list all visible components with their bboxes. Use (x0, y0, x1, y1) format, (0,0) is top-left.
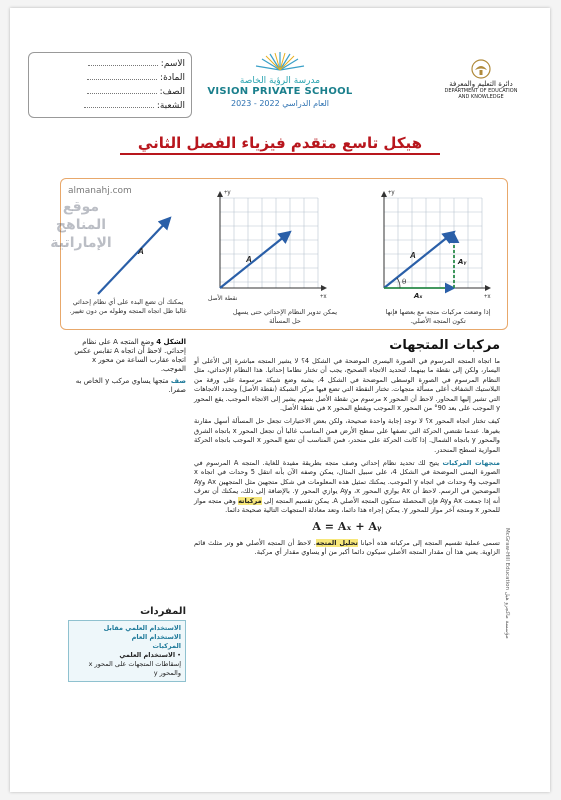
main-content (194, 338, 500, 561)
figure-grid-coordinates (206, 186, 336, 304)
vector-a-arrow (384, 232, 454, 288)
paragraph-3-subheading: متجهات المركبات (442, 459, 500, 468)
page-title: هيكل تاسع متقدم فيزياء الفصل الثاني (120, 134, 440, 155)
grade-label: الصف: (159, 87, 185, 97)
axis-x-label: +x (484, 294, 491, 300)
vocabulary-box (68, 606, 186, 682)
department-name-en-1: DEPARTMENT OF EDUCATION (444, 88, 518, 94)
paragraph-3 (194, 459, 500, 515)
side-task-text: متجها يساوي مركب y الخاص به صفرا. (75, 377, 186, 394)
name-input-line[interactable] (88, 65, 158, 66)
section-input-line[interactable] (84, 107, 154, 108)
origin-label: نقطة الأصل (208, 295, 238, 302)
subject-input-line[interactable] (87, 79, 157, 80)
student-info-fields (28, 52, 192, 118)
sunburst-logo-icon (250, 50, 310, 72)
vocabulary-subtitle: الاستخدام العلمي مقابل الاستخدام العام (103, 624, 181, 641)
side-note-text: وضع المتجه A على نظام إحداثي. لاحظ أن اتجاه A تقابس عكس اتجاه عقارب الساعة من محور x الموجب. (74, 338, 186, 373)
vocabulary-content (68, 620, 186, 682)
vector-equation: A = Aₓ + Aᵧ (312, 519, 382, 533)
school-logo (205, 50, 355, 108)
paragraph-3-end: وهي متجه مواز للمحور x ومتجه آخر مواز للمحور y. يمكن إجراء هذا دائما، وتعد معادلة المتجهات التالية صحيحة دائما. (194, 496, 500, 515)
figure-caption-2: يمكن تدوير النظام الإحداثي حتى يسهل حل المسألة (232, 308, 338, 325)
paragraph-4-end: . لاحظ أن المتجه الأصلي هو وتر مثلث قائم الزاوية. يعني هذا أن مقدار المتجه الأصلي سيكون دائما أكبر من أو يساوي مقدار أي مركبة. (194, 538, 500, 556)
school-name-ar: مدرسة الرؤية الخاصة (239, 76, 321, 86)
angle-arc (397, 278, 400, 288)
paragraph-3-text: يتيح لك تحديد نظام إحداثي وصف متجه بطريقة مفيدة للغاية. المتجه A المرسوم في الصورة اليمنى الموضحة في الشكل 4، على سبيل المثال، يمكن وصفه الآن بأنه انتقل 5 وحدات في اتجاه x الموجب و4 وحدات في اتجاه y الموجب. يمكنك تمثيل هذه المعلومات في شكل متجهين مثل المتجهين Ax وAy الموضحين في الرسم. لاحظ أن Ax يوازي المحور x، وAy يوازي المحور y. بالإضافة إلى ذلك، يمكنك أن تعرف أنه إذا جمعت Ax وAy فإن المحصلة ستكون المتجه الأصلي A. يمكن تقسيم المتجه إلى (194, 459, 501, 505)
paragraph-4-start: تسمى عملية تقسيم المتجه إلى مركباته هذه أحيانا (360, 538, 500, 547)
vector-ay-label: Aᵧ (458, 258, 467, 266)
school-name-en: VISION PRIVATE SCHOOL (207, 86, 353, 97)
academic-year: العام الدراسي 2022 - 2023 (230, 99, 329, 108)
watermark-arabic: موقع المناهج الإماراتية (50, 199, 112, 251)
subject-label: المادة: (160, 73, 185, 83)
vector-a-arrow (220, 232, 290, 288)
department-name-ar: دائرة التعليم والمعرفة (449, 80, 513, 88)
vocabulary-item-text: إسقاطات المتجهات على المحور x والمحور y (88, 660, 181, 677)
section-label: الشعبة: (156, 101, 185, 111)
figure-plain-vector (80, 194, 190, 304)
document-page (10, 8, 550, 792)
side-task-label: صف (170, 377, 186, 385)
department-name-en-2: AND KNOWLEDGE (458, 94, 504, 100)
watermark-site: almanahj.com (68, 186, 132, 196)
figure-caption-1: يمكنك أن تضع البدء على أي نظام إحداثي غالبا ظل اتجاه المتجه وطوله من دون تغيير. (69, 298, 187, 315)
vocabulary-title: المفردات (140, 606, 186, 617)
vocabulary-item-heading: الاستخدام العلمي (119, 651, 176, 659)
grade-input-line[interactable] (87, 93, 157, 94)
figure-ref: الشكل 4 (156, 338, 186, 346)
vector-ax-label: Aₓ (414, 292, 423, 300)
vocabulary-item-label: • الاستخدام العلمي (119, 651, 181, 659)
section-heading: مركبات المتجهات (389, 338, 500, 353)
axis-x-label: +x (320, 294, 327, 300)
figure-side-note (66, 338, 186, 395)
vocabulary-term: المركبات (152, 642, 181, 650)
axis-y-label: +y (224, 190, 231, 196)
theta-label: θ (402, 278, 407, 286)
vector-a-label: A (246, 255, 252, 264)
vector-a-label: A (138, 247, 144, 256)
emblem-icon (470, 58, 492, 80)
paragraph-2: كيف تختار اتجاه المحور x؟ لا توجد إجابة واحدة صحيحة، ولكن بعض الاختيارات تجعل حل المسألة أسهل مقارنة بغيرها. عندما تقتضي الحركة التي تصفها على سطح الأرض فمن المناسب غالبا أن تجعل المحور x باتجاه الشرق والمحور y باتجاه الشمال. إذا كانت الحركة على منحدر، فمن المناسب أن تضع المحور x الموجب باتجاه الحركة الموازية لسطح المنحدر. (194, 417, 500, 454)
highlight-components: مركباته (238, 496, 262, 505)
publisher-credit: McGraw-Hill Education مؤسسة ماكجرو هيل (504, 528, 510, 639)
axis-y-label: +y (388, 190, 395, 196)
vector-a-label: A (410, 251, 416, 260)
paragraph-1: ما اتجاه المتجه المرسوم في الصورة اليسرى الموضحة في الشكل 4؟ لا يشير المتجه مباشرة إلى الأعلى أو اليسار، ولكن إلى نقطة ما بينهما. لتحديد الاتجاه الصحيح، يجب أن تختار نظاما إحداثيا. هذا النظام الإحداثي، مثل النظام المرسوم في الصورة الوسطى الموضحة في الشكل 4، يشبه وضع شبكة مرسومة على ورقة من البلاستيك الشفاف أعلى مسألة متجهات. تختار النقطة التي تضع فيها مركز الشبكة (نقطة الأصل) وتحدد الاتجاهات التي تشير إليها المحاور. لاحظ أن المحور x مرسوم من نقطة الأصل بسهم يشير إلى الاتجاه الموجب. يقع المحور y الموجب على بعد 90° من المحور x الموجب ويقطع المحور x في نقطة الأصل. (194, 357, 501, 413)
highlight-vector-resolution: تحليل المتجه (315, 538, 358, 547)
vector-a-arrow (98, 218, 170, 294)
page-header (10, 8, 550, 126)
department-logo (426, 58, 536, 100)
figure-caption-3: إذا وضعت مركبات متجه مع بعضها فإنها تكون المتجه الأصلي. (385, 308, 491, 325)
figure-vector-components (370, 186, 500, 304)
paragraph-4 (194, 539, 500, 558)
name-label: الاسم: (160, 59, 185, 69)
